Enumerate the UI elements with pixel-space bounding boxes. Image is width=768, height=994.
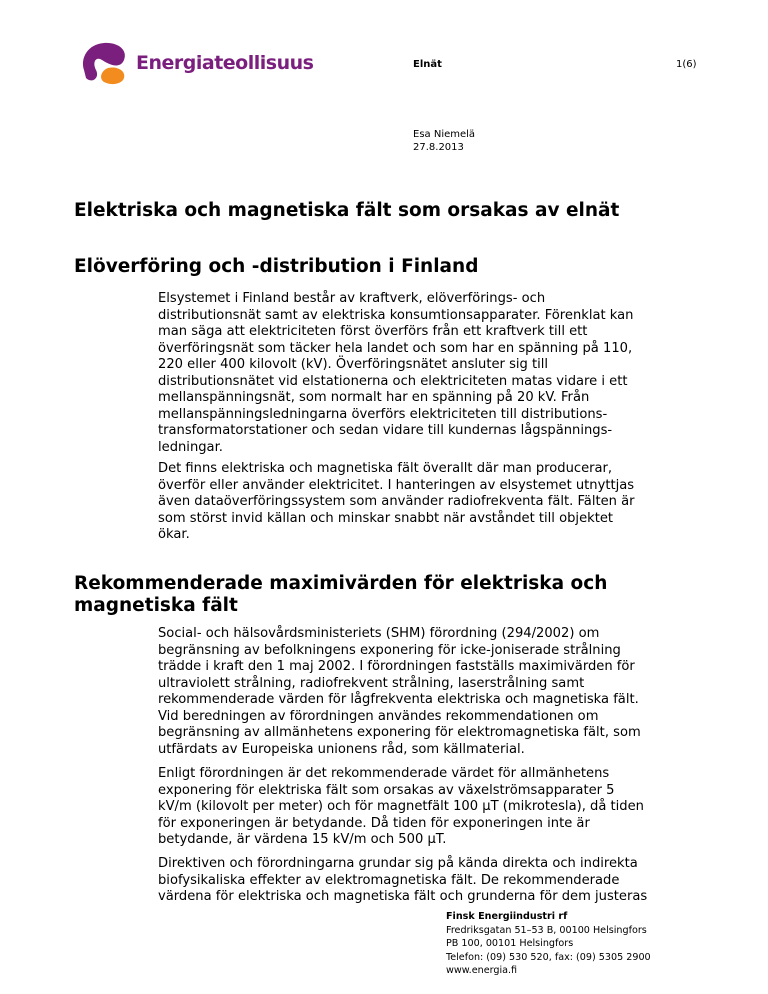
footer-contact — [446, 910, 651, 978]
text-line: även dataöverföringssystem som använder radiofrekventa fält. Fälten är — [158, 494, 635, 509]
text-line: exponering för elektriska fält som orsakas av växelströmsapparater 5 — [158, 782, 615, 798]
text-line: begränsning av allmänhetens exponering för elektromagnetiska fält, som — [158, 725, 641, 740]
paragraph-shm-regulation — [158, 626, 688, 758]
text-line: distributionsnätet vid elstationerna och elektriciteten matas vidare i ett — [158, 373, 628, 389]
text-line: som störst invid källan och minskar snabbt när avståndet till objektet — [158, 510, 614, 526]
text-line: begränsning av befolkningens exponering för icke-joniserade strålning — [158, 642, 621, 658]
paragraph-electric-system — [158, 291, 688, 456]
text-line: Enligt förordningen är det rekommenderade värdet för allmänhetens — [158, 766, 610, 781]
footer-pobox: PB 100, 00101 Helsingfors — [446, 938, 574, 950]
header-section-label: Elnät — [413, 59, 442, 70]
text-line: Elsystemet i Finland består av kraftverk, elöverförings- och — [158, 291, 546, 306]
text-line: transformatorstationer och sedan vidare till kundernas lågspännings- — [158, 423, 613, 438]
text-line: ledningar. — [158, 439, 223, 455]
footer-address: Fredriksgatan 51–53 B, 00100 Helsingfors — [446, 924, 647, 936]
text-line: Social- och hälsovårdsministeriets (SHM) förordning (294/2002) om — [158, 626, 600, 641]
paragraph-fields-everywhere — [158, 461, 688, 544]
paragraph-recommended-values — [158, 766, 688, 849]
text-line: kV/m (kilovolt per meter) och för magnetfält 100 μT (mikrotesla), då tiden — [158, 799, 644, 814]
text-line: mellanspänningsnät, som normalt har en spänning på 20 kV. Från — [158, 390, 590, 405]
text-line: Vid beredningen av förordningen användes rekommendationen om — [158, 708, 599, 724]
text-line: överför eller använder elektricitet. I hanteringen av elsystemet utnyttjas — [158, 477, 635, 493]
document-date: 27.8.2013 — [413, 142, 464, 153]
text-line: betydande, är värdena 15 kV/m och 500 μT. — [158, 832, 447, 847]
text-line: distributionsnät samt av elektriska konsumtionsapparater. Förenklat kan — [158, 307, 634, 323]
text-line: mellanspänningsledningarna överförs elektriciteten till distributions- — [158, 406, 608, 422]
text-line: ultraviolett strålning, radiofrekvent strålning, laserstrålning samt — [158, 675, 585, 691]
logo-wordmark: Energiateollisuus — [136, 52, 314, 74]
paragraph-directives — [158, 856, 688, 906]
text-line: ökar. — [158, 527, 190, 542]
text-line: rekommenderade värden för lågfrekventa elektriska och magnetiska fält. — [158, 692, 639, 707]
text-line: man säga att elektriciteten först överförs från ett kraftverk till ett — [158, 324, 588, 339]
text-line: 220 eller 400 kilovolt (kV). Överföringsnätet ansluter sig till — [158, 357, 549, 372]
text-line: biofysikaliska effekter av elektromagnetiska fält. De rekommenderade — [158, 872, 620, 888]
text-line: Direktiven och förordningarna grundar sig på kända direkta och indirekta — [158, 856, 638, 871]
section-heading-distribution: Elöverföring och -distribution i Finland — [74, 256, 479, 277]
text-line: utfärdats av Europeiska unionens råd, som källmaterial. — [158, 741, 525, 757]
text-line: för exponeringen är betydande. Då tiden för exponeringen inte är — [158, 815, 590, 831]
footer-phone: Telefon: (09) 530 520, fax: (09) 5305 2900 — [446, 951, 651, 963]
footer-website: www.energia.fi — [446, 965, 518, 977]
section-heading-max-values: Rekommenderade maximivärden för elektriska och magnetiska fält — [74, 573, 608, 616]
footer-org-name: Finsk Energiindustri rf — [446, 911, 568, 922]
text-line: trädde i kraft den 1 maj 2002. I förordningen fastställs maximivärden för — [158, 659, 635, 674]
text-line: värdena för elektriska och magnetiska fält och grunderna för dem justeras — [158, 889, 648, 904]
document-title: Elektriska och magnetiska fält som orsakas av elnät — [74, 200, 620, 221]
logo-mark-icon — [78, 40, 132, 86]
author-name: Esa Niemelä — [413, 129, 476, 140]
text-line: Det finns elektriska och magnetiska fält överallt där man producerar, — [158, 461, 613, 476]
company-logo — [78, 40, 314, 86]
page-number: 1(6) — [676, 59, 697, 70]
author-block — [413, 128, 475, 154]
text-line: överföringsnät som täcker hela landet och som har en spänning på 110, — [158, 340, 633, 356]
